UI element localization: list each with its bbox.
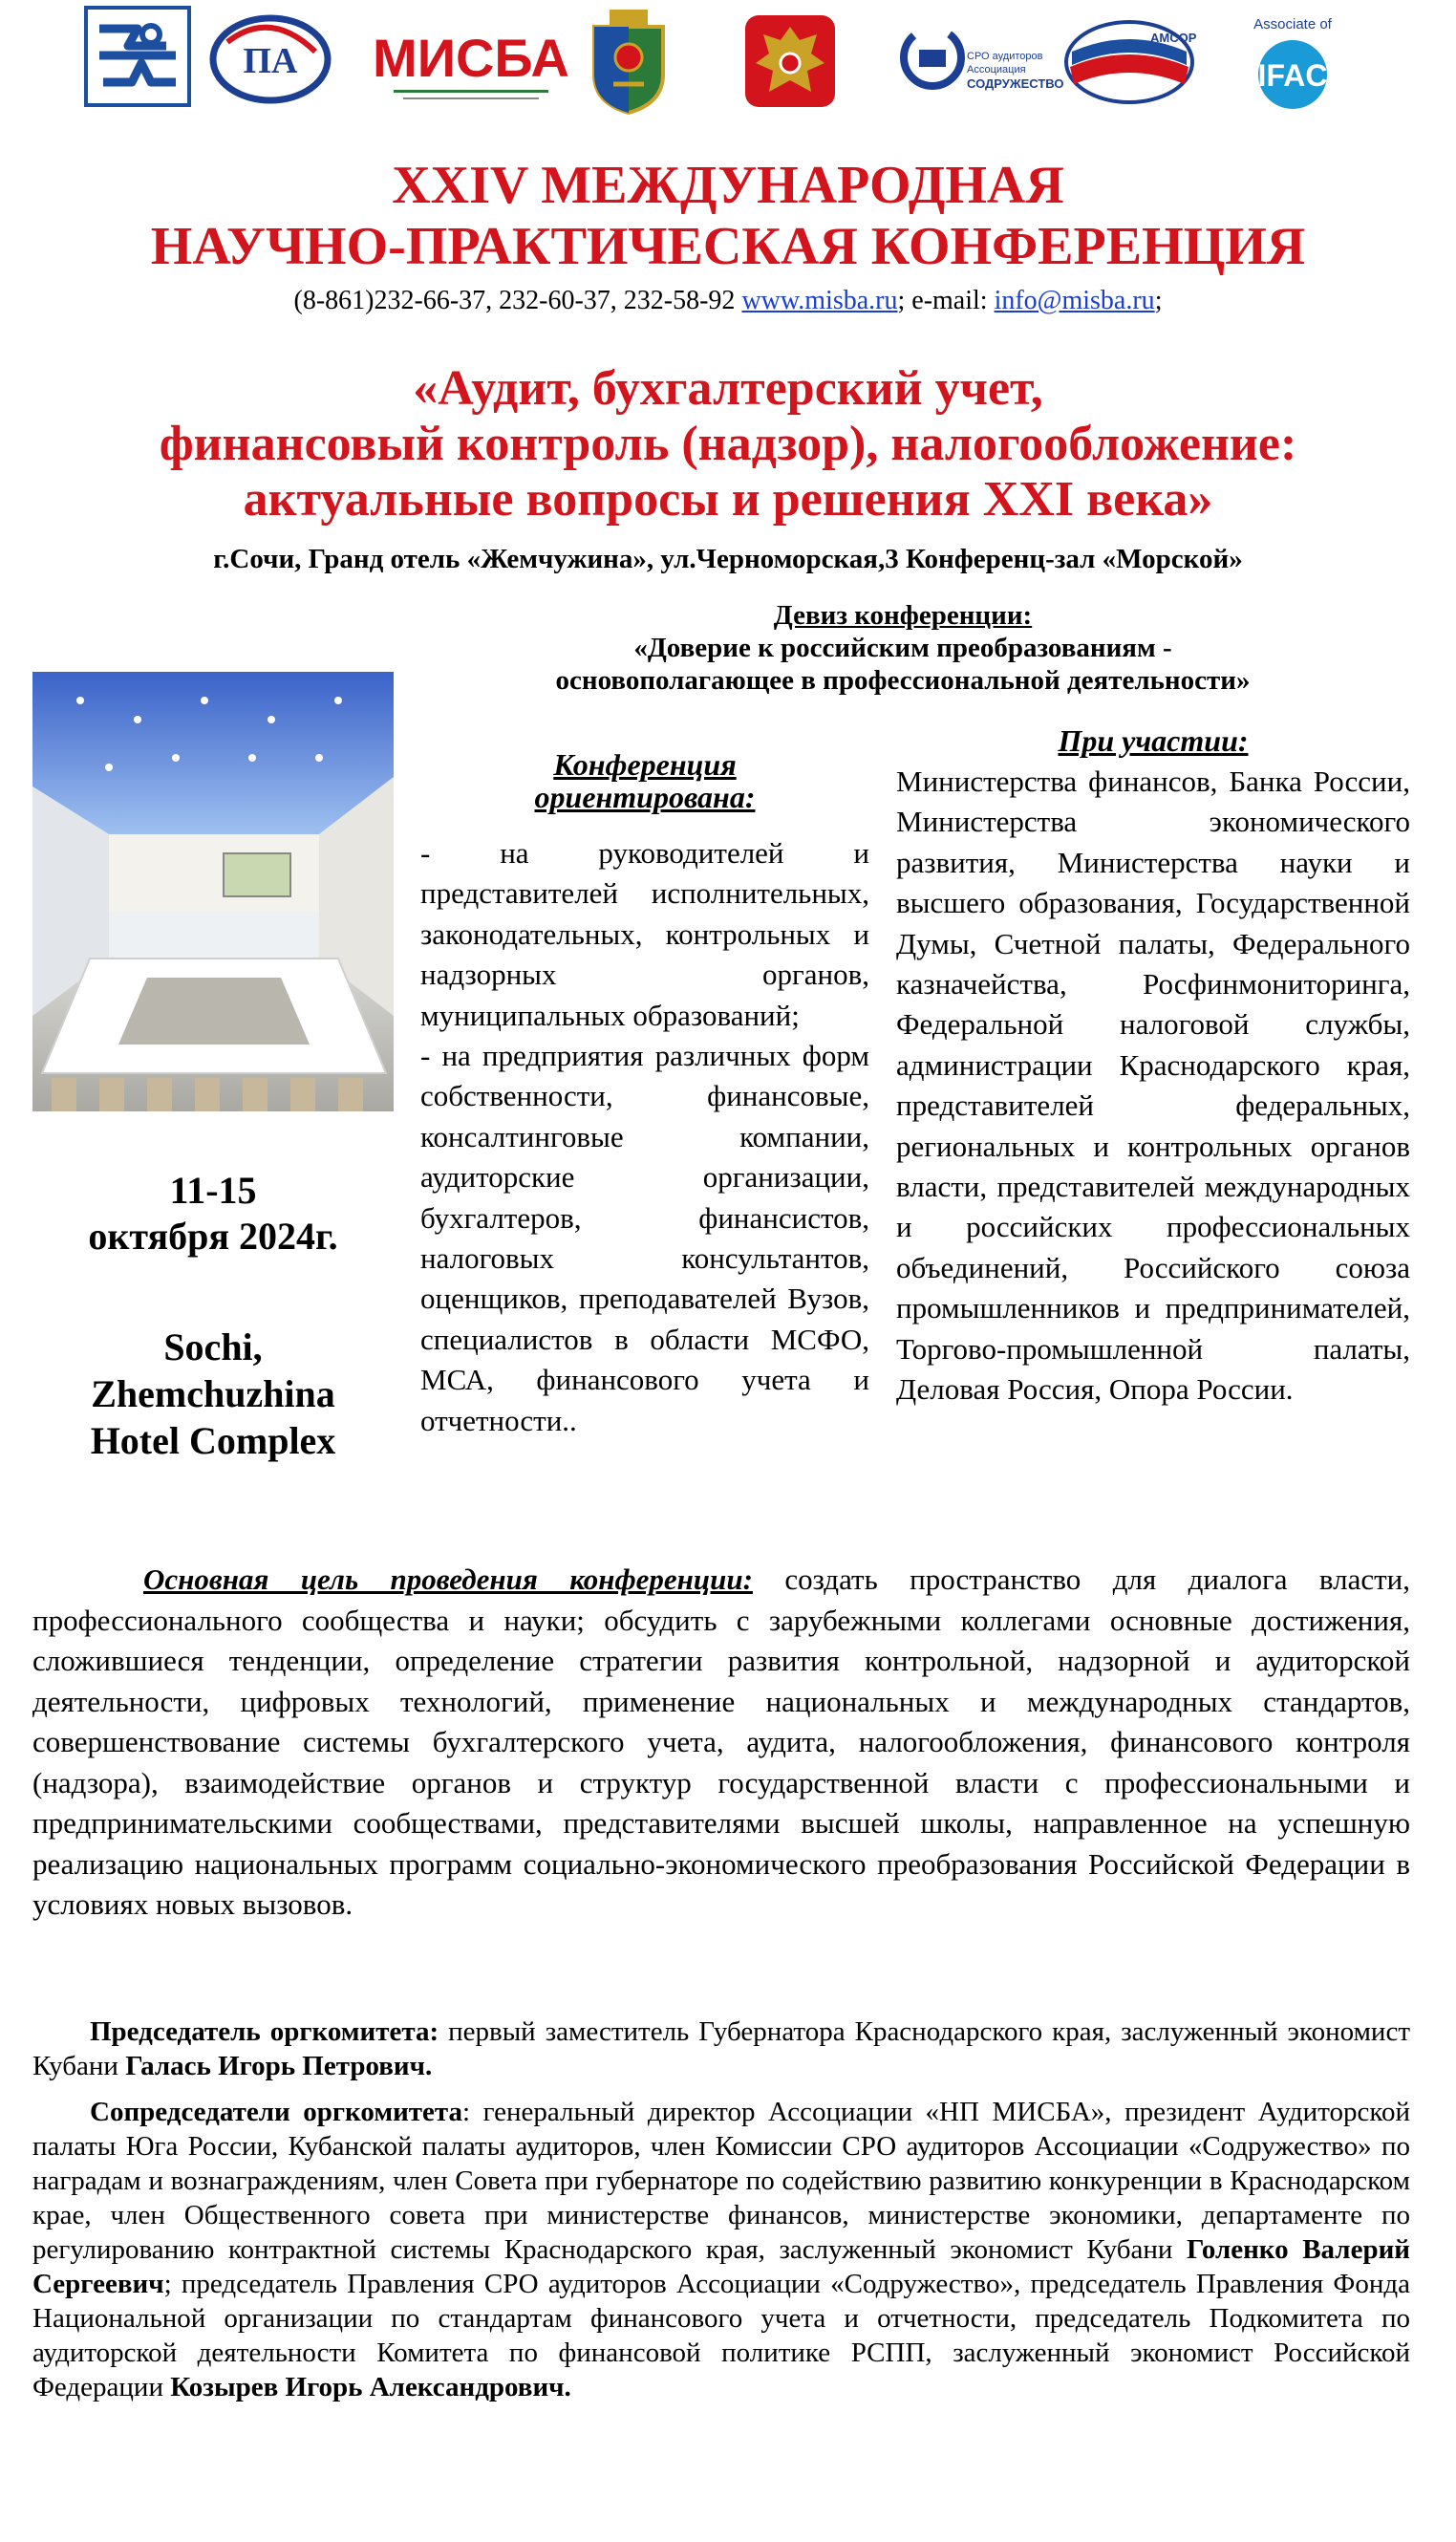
cochair-1-name: Голенко Валерий Сергеевич [32, 2234, 1410, 2299]
cochairs-text-1: : генеральный директор Ассоциации «НП МИСБА», президент Аудиторской палаты Юга России, Кубанской палаты аудиторов, член Комиссии СРО аудиторов Ассоциации «Содружество» по наградам и вознаграждениям, член Совета при губернаторе по содействию развитию конкуренции в Краснодарском крае, член Общественного совета при министерстве финансов, министерстве экономики, департаменте по регулированию контрактной системы Краснодарского края, заслуженный экономист Кубани [32, 2097, 1410, 2265]
site-link[interactable]: www.misba.ru [741, 286, 898, 315]
krasnodar-coat-of-arms-icon [585, 8, 673, 115]
svg-text:СРО аудиторов: СРО аудиторов [967, 51, 1043, 62]
svg-text:Associate of: Associate of [1253, 16, 1332, 32]
audience-item-2: - на предприятия различных форм собственности, финансовые, консалтинговые компании, аудиторские организации, бухгалтеров, финансистов, налоговых консультантов, оценщиков, преподавателей Вузов, специалистов в области МСФО, МСА, финансового учета и отчетности.. [420, 1039, 869, 1437]
chair-text: первый заместитель Губернатора Краснодарского края, заслуженный экономист Кубани [32, 2016, 1410, 2081]
sodruzhestvo-logo-icon [900, 11, 1064, 111]
place-line-2: Zhemchuzhina [91, 1372, 335, 1415]
participation-heading: При участии: [1058, 723, 1249, 758]
svg-text:ПА: ПА [243, 41, 298, 81]
contacts-line [0, 285, 1456, 317]
svg-text:Ассоциация: Ассоциация [967, 64, 1026, 75]
subtitle-line-2: финансовый контроль (надзор), налогообложение: [159, 417, 1297, 471]
motto-line-2: основополагающее в профессиональной деятельности» [555, 665, 1251, 696]
subtitle-line-1: «Аудит, бухгалтерский учет, [413, 361, 1043, 416]
svg-text:IFAC: IFAC [1257, 58, 1328, 93]
audience-list [420, 833, 869, 1441]
russia-flag-logo-icon [1062, 17, 1196, 107]
venue-line: г.Сочи, Гранд отель «Жемчужина», ул.Черноморская,3 Конференц-зал «Морской» [213, 544, 1243, 574]
pa-logo-icon [208, 13, 332, 105]
chair-label: Председатель оргкомитета: [90, 2016, 439, 2047]
conference-hall-photo [32, 672, 394, 1111]
ifac-logo-icon [1240, 13, 1345, 113]
chair-name: Галась Игорь Петрович. [125, 2051, 433, 2081]
misba-logo-icon [373, 11, 569, 107]
svg-text:МИСБА: МИСБА [373, 28, 569, 88]
motto-heading: Девиз конференции: [773, 600, 1033, 631]
subtitle-line-3: актуальные вопросы и решения XXI века» [243, 472, 1213, 527]
place-line-1: Sochi, [163, 1325, 263, 1368]
cochair-2-name: Козырев Игорь Александрович. [170, 2372, 571, 2402]
cochairs-paragraph [32, 2095, 1410, 2404]
zrp-logo-icon [84, 6, 191, 107]
organizing-committee [32, 2014, 1410, 2404]
audience-heading-line-2: ориентирована: [534, 780, 756, 814]
chair-paragraph [32, 2014, 1410, 2083]
audience-heading-line-1: Конференция [553, 747, 737, 782]
conference-subtitle [0, 361, 1456, 528]
svg-text:СОДРУЖЕСТВО: СОДРУЖЕСТВО [967, 76, 1064, 91]
phones: (8-861)232-66-37, 232-60-37, 232-58-92 [293, 286, 736, 315]
russia-coat-of-arms-icon [743, 13, 837, 109]
motto-line-1: «Доверие к российским преобразованиям - [633, 633, 1172, 663]
conference-dates [32, 1168, 394, 1260]
email-tail: ; [1154, 286, 1163, 315]
audience-item-1: - на руководителей и представителей исполнительных, законодательных, контрольных и надзорных органов, муниципальных образований; [420, 836, 869, 1032]
cochairs-label: Сопредседатели оргкомитета [90, 2097, 462, 2127]
goal-text: создать пространство для диалога власти, профессионального сообщества и науки; обсудить с зарубежными коллегами основные достижения, сложившиеся тенденции, определение стратегии развития контрольной, надзорной и аудиторской деятельности, цифровых технологий, применение национальных и международных стандартов, совершенствование системы бухгалтерского учета, аудита, налогообложения, финансового контроля (надзора), взаимодействие органов и структур государственной власти с профессиональными и предпринимательскими сообществами, представителями высшей школы, направленное на успешную реализацию национальных программ социально-экономического преобразования Российской Федерации в условиях новых вызовов. [32, 1562, 1410, 1921]
audience-heading [420, 748, 869, 813]
title-line-2: НАУЧНО-ПРАКТИЧЕСКАЯ КОНФЕРЕНЦИЯ [150, 217, 1306, 276]
conference-place [32, 1324, 394, 1464]
email-label: ; e-mail: [897, 286, 988, 315]
motto-block [449, 599, 1357, 697]
dates-line-1: 11-15 [169, 1169, 257, 1212]
goal-label: Основная цель проведения конференции: [143, 1562, 753, 1596]
conference-goal [32, 1560, 1410, 1926]
place-line-3: Hotel Complex [90, 1419, 336, 1462]
email-link[interactable]: info@misba.ru [994, 286, 1155, 315]
dates-line-2: октября 2024г. [88, 1215, 338, 1258]
svg-text:AMCOP: AMCOP [1150, 31, 1197, 45]
participation-text: Министерства финансов, Банка России, Министерства экономического развития, Министерства науки и высшего образования, Государственной Думы, Счетной палаты, Федерального казначейства, Росфинмониторинга, Федеральной налоговой службы, администрации Краснодарского края, представителей федеральных, региональных и контрольных органов власти, представителей международных и российских профессиональных объединений, Российского союза промышленников и предпринимателей, Торгово-промышленной палаты, Деловая Россия, Опора России. [896, 765, 1410, 1407]
title-line-1: XXIV МЕЖДУНАРОДНАЯ [392, 156, 1064, 215]
cochairs-text-2: ; председатель Правления СРО аудиторов Ассоциации «Содружество», председатель Правления Фонда Национальной организации по стандартам финансового учета и отчетности, председатель Подкомитета по аудиторской деятельности Комитета по финансовой политике РСПП, заслуженный экономист Российской Федерации [32, 2269, 1410, 2402]
logo-row [0, 0, 1456, 119]
